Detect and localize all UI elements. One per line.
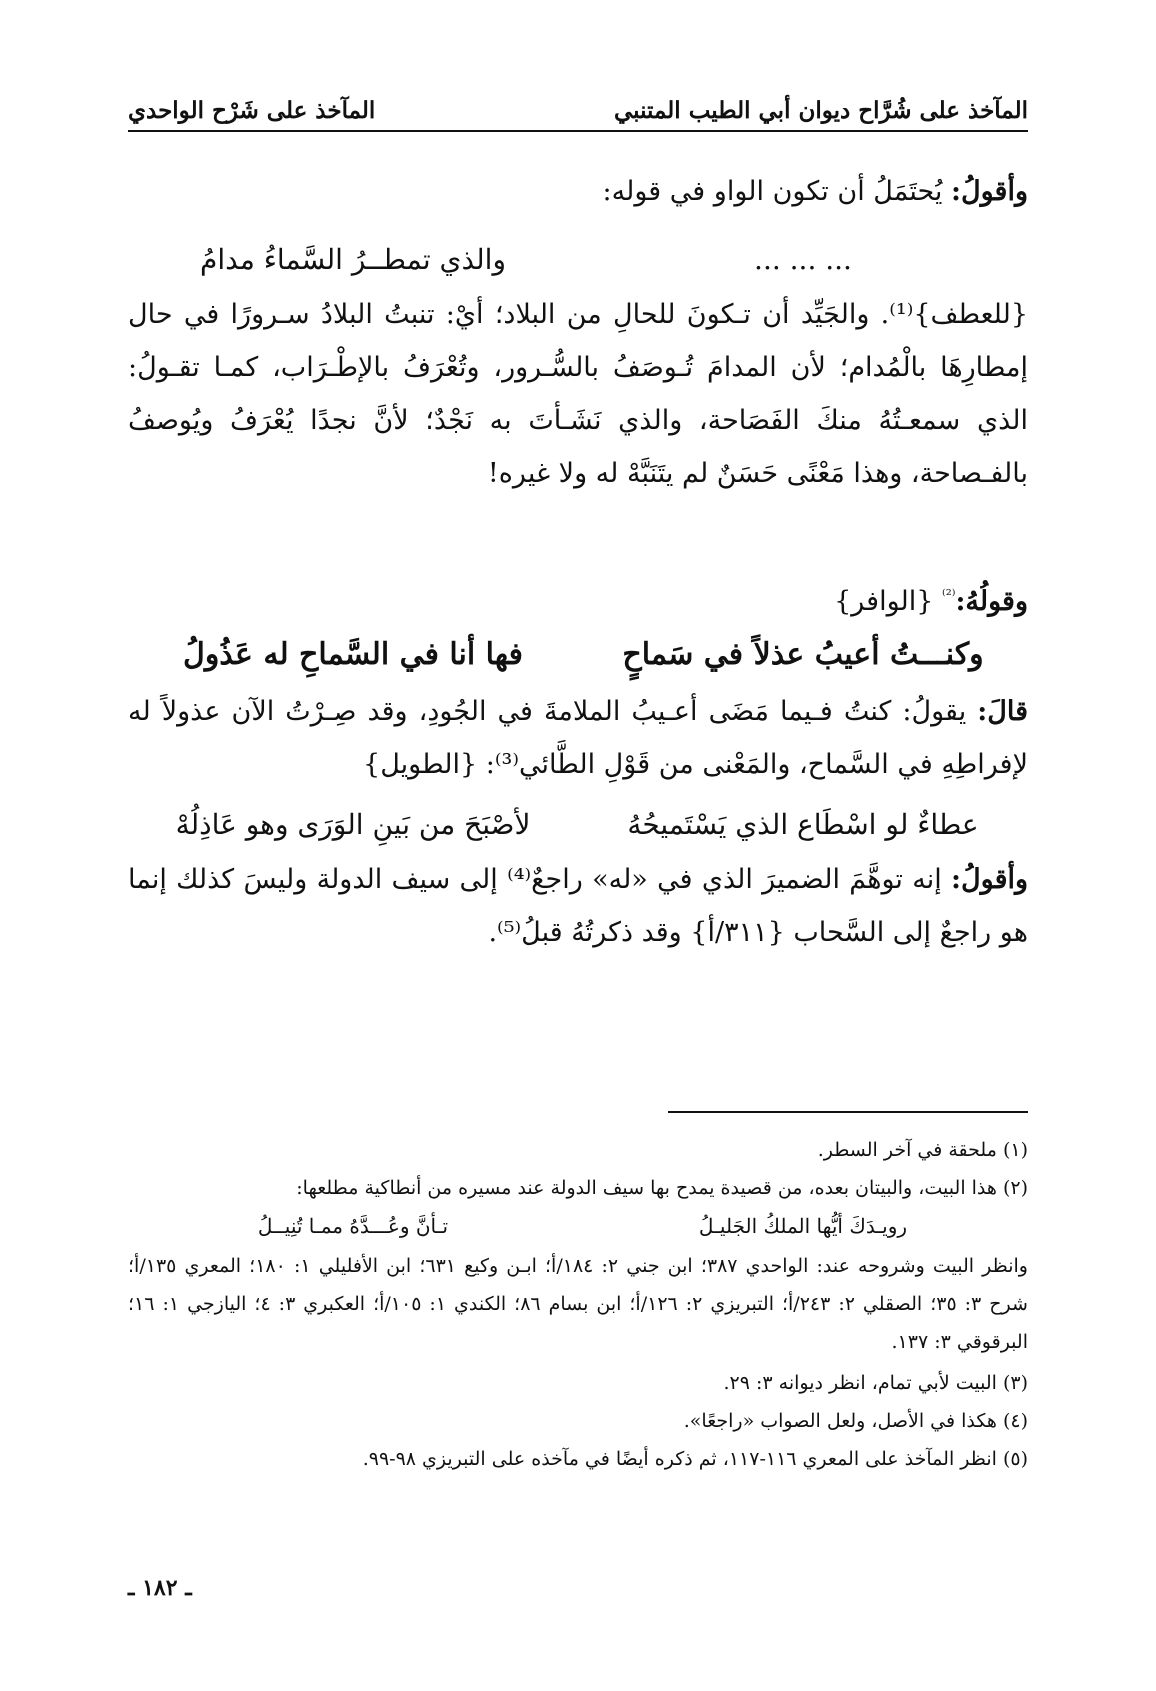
section1-verse [128,235,1028,285]
running-header [128,88,1028,132]
verse-first-hemistich: رويـدَكَ أيُّها الملكُ الجَليـلُ [698,1214,908,1238]
verse-second-hemistich: والذي تمطــرُ السَّماءُ مدامُ [200,243,506,276]
footnote-ref-2: ⁽²⁾ [942,586,956,604]
page-number: ـ ١٨٢ ـ [128,1575,192,1601]
aqul-label: وأقولُ: [951,176,1028,207]
header-chapter-title: المآخذ على شَرْح الواحدي [128,97,376,124]
qawluhu-label: وقولُهُ: [955,586,1028,617]
verse-first-hemistich: وكنـــتُ أعيبُ عذلاً في سَماحٍ [622,637,984,672]
footnote-4: (٤) هكذا في الأصل، ولعل الصواب «راجعًا». [683,1410,1028,1432]
footnote-separator [668,1111,1028,1113]
footnote-3: (٣) البيت لأبي تمام، انظر ديوانه ٣: ٢٩. [723,1372,1028,1394]
footnote-2-verse [128,1207,1028,1245]
section1-opener-text: يُحتَمَلُ أن تكون الواو في قوله: [602,176,943,207]
footnote-2-references: وانظر البيت وشروحه عند: الواحدي ٣٨٧؛ ابن جني ٢: ١٨٤/أ؛ ابـن وكيع ٦٣١؛ ابن الأفليلي ١: ١٨٠؛ المعري ١٣٥/أ؛ شرح ٣: ٣٥؛ الصقلي ٢: ٢٤٣/أ؛ التبريزي ٢: ١٢٦/أ؛ ابن بسام ٨٦؛ الكندي ١: ١٠٥/أ؛ العكبري ٣: ٤؛ اليازجي ١: ١٦؛ البرقوقي ٣: ١٣٧. [128,1255,1028,1353]
quoted-verse [128,800,1028,850]
qal-label: قالَ: [977,696,1028,727]
footnote-5: (٥) انظر المآخذ على المعري ١١٦-١١٧، ثم ذكره أيضًا في مآخذه على التبريزي ٩٨-٩٩. [362,1448,1028,1470]
section2-opener [128,575,1028,628]
verse-first-hemistich: ... ... ... [754,243,852,276]
footnote-1: (١) ملحقة في آخر السطر. [817,1139,1028,1161]
verse-second-hemistich: لأصْبَحَ من بَينِ الوَرَى وهو عَاذِلُهْ [175,808,531,841]
qal-text: يقولُ: كنتُ فـيما مَضَى أعـيبُ الملامةَ في الجُودِ، وقد صِـرْتُ الآن عذولاً له لإفراطِهِ في السَّماح، والمَعْنى من قَوْلِ الطَّائي⁽³⁾: {الطويل} [128,696,1028,780]
verse-first-hemistich: عطاءٌ لو اسْطَاع الذي يَسْتَميحُهُ [627,808,979,841]
aqul-text: إنه توهَّمَ الضميرَ الذي في «له» راجعٌ⁽⁴⁾ إلى سيف الدولة وليسَ كذلك إنما هو راجعٌ إلى السَّحاب {٣١١/أ} وقد ذكرتُهُ قبلُ⁽⁵⁾. [128,864,1028,948]
verse-second-hemistich: تـأنَّ وعُـــدَّهُ ممـا تُنِيــلُ [257,1214,449,1238]
header-book-title: المآخذ على شُرَّاح ديوان أبي الطيب المتنبي [614,97,1028,124]
verse-second-hemistich: فها أنا في السَّماحِ له عَذُولُ [183,637,523,672]
qal-paragraph [128,685,1028,791]
section2-verse [128,630,1028,680]
aqul-paragraph [128,853,1028,959]
footnote-2-intro: (٢) هذا البيت، والبيتان بعده، من قصيدة يمدح بها سيف الدولة عند مسيره من أنطاكية مطلعها: [296,1177,1028,1199]
aqul-label: وأقولُ: [951,864,1029,895]
meter-label: {الوافر} [834,586,934,617]
section1-opener [128,165,1028,218]
section1-paragraph: {للعطف}⁽¹⁾. والجَيِّد أن تـكونَ للحالِ من البلاد؛ أيْ: تنبتُ البلادُ سـرورًا في حال إمطارِهَا بالْمُدام؛ لأن المدامَ تُـوصَفُ بالسُّـرور، وتُعْرَفُ بالإطْـرَاب، كمـا تقـولُ: الذي سمعـتُهُ منكَ الفَصَاحة، والذي نَشَـأتَ به نَجْدٌ؛ لأنَّ نجدًا يُعْرَفُ ويُوصفُ بالفـصاحة، وهذا مَعْنًى حَسَنٌ لم يتَنَبَّهْ له ولا غيره! [128,299,1028,489]
